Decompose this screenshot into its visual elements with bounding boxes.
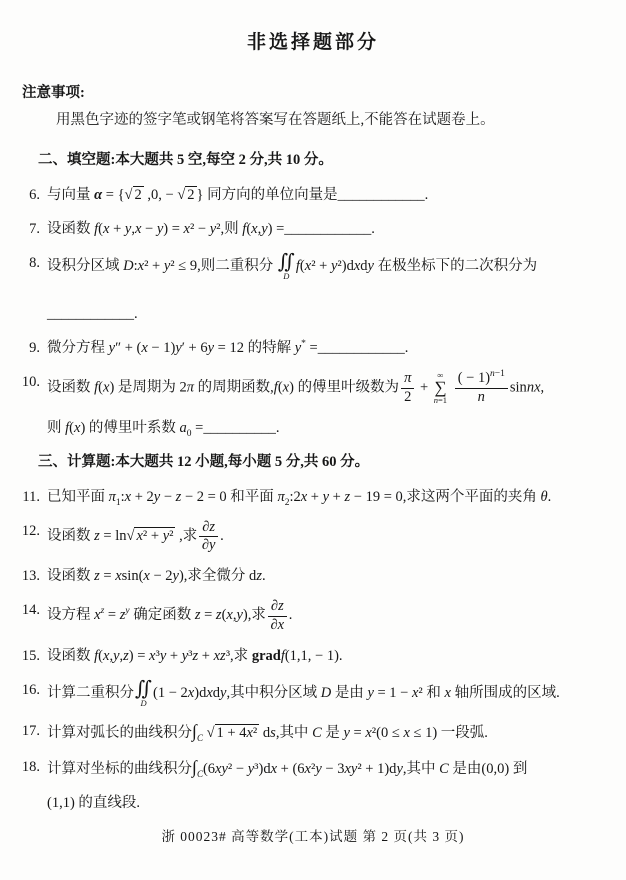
question-text: 计算对弧长的曲线积分$\int_C$ √ 1 + 4x² ds,其中 C 是 y = x²(0 ≤ x ≤ 1) 一段弧. <box>47 720 488 743</box>
section-heading-calculation: 三、计算题:本大题共 12 小题,每小题 5 分,共 60 分。 <box>38 454 370 470</box>
question-row-11 <box>12 486 612 508</box>
page-footer: 浙 00023# 高等数学(工本)试题 第 2 页(共 3 页) <box>161 829 465 844</box>
question-text: 设方程 $x^z = z^y$ 确定函数 z = z(x,y),求 $\frac{\partial z}{\partial x}$ . <box>47 598 293 633</box>
question-row-9 <box>12 337 612 359</box>
question-row-12 <box>12 520 612 553</box>
question-text: 设函数 f(x) 是周期为 2π 的周期函数,f(x) 的傅里叶级数为 $\frac{\pi}{2}$ + ∞ ∑ n=1 $\frac{( - 1)^{n-1}}{n}$ sinnx, <box>47 369 545 405</box>
question-row-14 <box>12 599 612 632</box>
question-row-7 <box>12 218 612 240</box>
question-number: 12. <box>21 523 40 539</box>
question-number: 18. <box>21 758 40 775</box>
question-text: 与向量 α = {√ 2 ,0, − √ 2 } 同方向的单位向量是____________. <box>47 187 429 203</box>
question-row-18 <box>12 756 612 780</box>
question-number: 13. <box>21 568 40 585</box>
question-number: 16. <box>21 681 40 698</box>
question-row-17 <box>12 720 612 744</box>
question-text: 设函数 z = xsin(x − 2y),求全微分 dz. <box>47 568 266 585</box>
question-text: ____________. <box>47 306 138 322</box>
question-text: 计算二重积分 ∬ D (1 − 2x)dxdy,其中积分区域 D 是由 y = 1 − x² 和 x 轴所围成的区域. <box>47 677 560 708</box>
question-text: 设积分区域 D:x² + y² ≤ 9,则二重积分 ∬ D f(x² + y²)dxdy 在极坐标下的二次积分为 <box>47 251 538 281</box>
question-text: 已知平面 $\pi_1:x + 2y - z - 2 = 0$ 和平面 $\pi_2:2x + y + z - 19 = 0$,求这两个平面的夹角 θ. <box>47 489 552 508</box>
question-number: 17. <box>21 722 40 739</box>
question-row-16 <box>12 679 612 708</box>
section-heading-fill-in-blanks: 二、填空题:本大题共 5 空,每空 2 分,共 10 分。 <box>38 152 333 168</box>
question-number: 6. <box>29 187 40 203</box>
notice-heading: 注意事项: <box>22 85 85 101</box>
question-number: 9. <box>29 340 40 356</box>
question-row-13 <box>12 565 612 587</box>
question-row-15 <box>12 645 612 667</box>
question-number: 11. <box>22 489 40 505</box>
question-text: (1,1) 的直线段. <box>47 794 141 811</box>
question-number: 15. <box>21 647 40 664</box>
question-row-8-continuation <box>12 303 612 325</box>
question-number: 7. <box>29 221 40 237</box>
question-number: 8. <box>29 255 40 271</box>
question-row-10-continuation <box>12 417 612 439</box>
page-title: 非选择题部分 <box>246 32 379 53</box>
question-row-10 <box>12 371 612 405</box>
question-number: 14. <box>21 602 40 619</box>
question-row-18-continuation <box>12 792 612 814</box>
question-row-6 <box>12 184 612 206</box>
question-text: 设函数 f(x,y,z) = x³y + y³z + xz³,求 gradf(1,1, − 1). <box>47 647 343 664</box>
notice-body: 用黑色字迹的签字笔或钢笔将答案写在答题纸上,不能答在试题卷上。 <box>56 112 495 128</box>
question-text: 设函数 z = ln√ x² + y² ,求 $\frac{\partial z}{\partial y}$ . <box>47 519 224 554</box>
question-row-8 <box>12 252 612 281</box>
question-text: 则 f(x) 的傅里叶系数 $a_0$ =__________. <box>47 420 280 439</box>
question-text: 微分方程 y″ + (x − 1)y′ + 6y = 12 的特解 y* =____________. <box>47 339 409 356</box>
question-text: 计算对坐标的曲线积分$\int_C(6xy^2 - y^3)dx + (6x^2y - 3xy^2 + 1)dy$,其中 C 是由(0,0) 到 <box>47 756 528 779</box>
question-text: 设函数 f(x + y,x − y) = x² − y²,则 f(x,y) =____________. <box>47 221 375 237</box>
question-number: 10. <box>21 374 40 390</box>
